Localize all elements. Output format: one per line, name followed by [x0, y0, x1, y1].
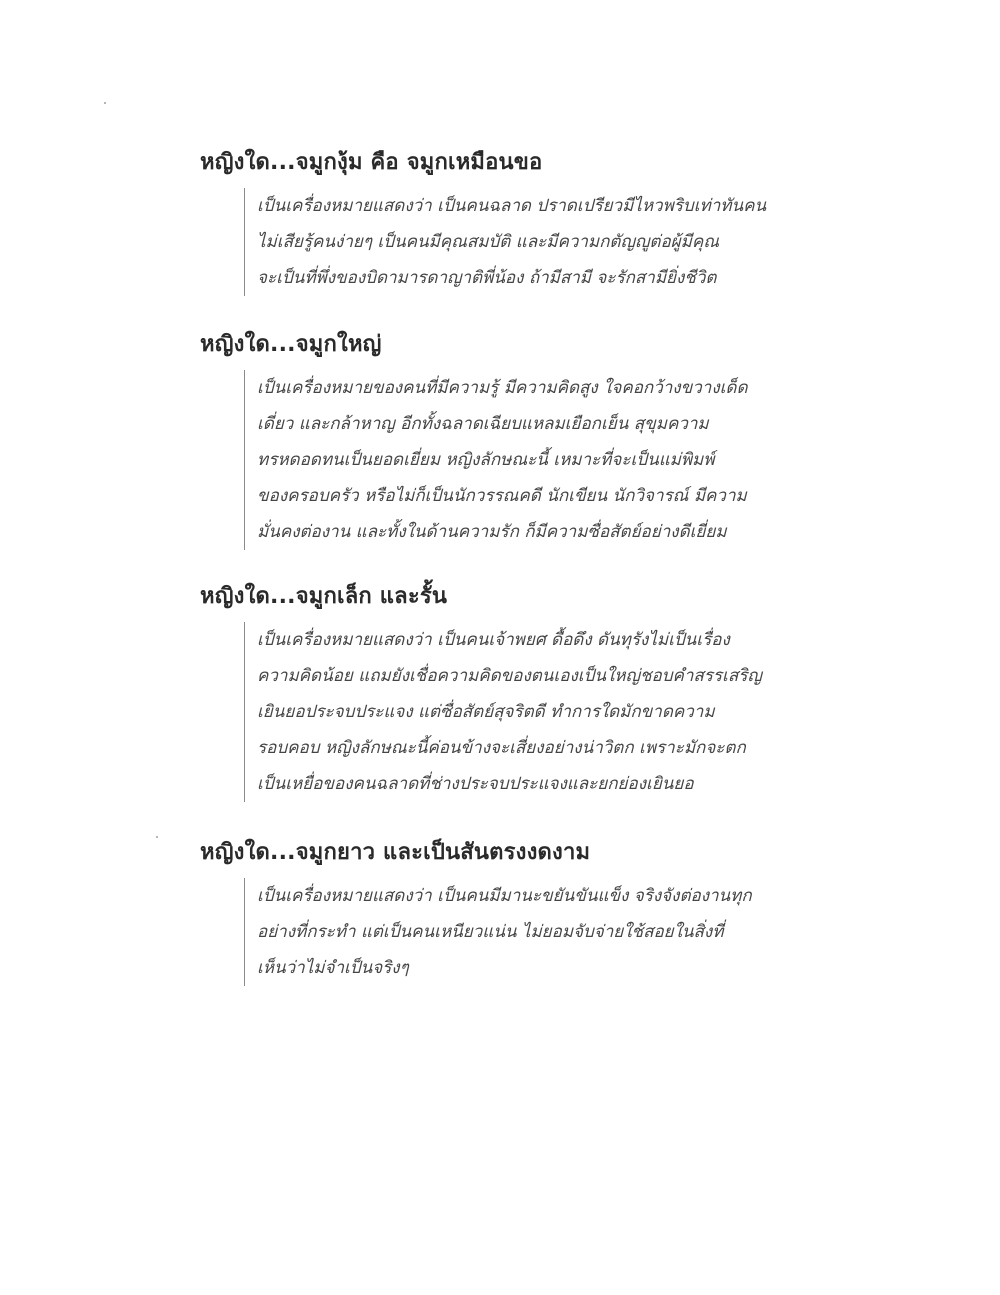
section-heading: หญิงใด...จมูกงุ้ม คือ จมูกเหมือนขอ [200, 150, 543, 175]
body-line: จะเป็นที่พึ่งของบิดามารดาญาติพี่น้อง ถ้ามีสามี จะรักสามียิ่งชีวิต [257, 268, 717, 288]
section-heading: หญิงใด...จมูกใหญ่ [200, 332, 382, 357]
body-line: อย่างที่กระทำ แต่เป็นคนเหนียวแน่น ไม่ยอมจับจ่ายใช้สอยในสิ่งที่ [257, 922, 724, 942]
body-line: ไม่เสียรู้คนง่ายๆ เป็นคนมีคุณสมบัติ และมีความกตัญญูต่อผู้มีคุณ [257, 232, 719, 252]
body-line: เป็นเหยื่อของคนฉลาดที่ช่างประจบประแจงและยกย่องเยินยอ [257, 774, 694, 794]
section-body [244, 188, 820, 296]
section-body [244, 878, 820, 986]
section-large-nose [200, 330, 820, 550]
body-line: ความคิดน้อย แถมยังเชื่อความคิดของตนเองเป็นใหญ่ชอบคำสรรเสริญ [257, 666, 762, 686]
body-line: ทรหดอดทนเป็นยอดเยี่ยม หญิงลักษณะนี้ เหมาะที่จะเป็นแม่พิมพ์ [257, 450, 715, 470]
section-heading: หญิงใด...จมูกยาว และเป็นสันตรงงดงาม [200, 840, 591, 865]
body-line: เป็นเครื่องหมายแสดงว่า เป็นคนเจ้าพยศ ดื้อดึง ดันทุรังไม่เป็นเรื่อง [257, 630, 730, 650]
scan-speck [104, 102, 106, 104]
body-line: ของครอบครัว หรือไม่ก็เป็นนักวรรณคดี นักเขียน นักวิจารณ์ มีความ [257, 486, 747, 506]
body-line: เป็นเครื่องหมายแสดงว่า เป็นคนฉลาด ปราดเปรียวมีไหวพริบเท่าทันคน [257, 196, 767, 216]
body-line: เป็นเครื่องหมายของคนที่มีความรู้ มีความคิดสูง ใจคอกว้างขวางเด็ด [257, 378, 748, 398]
body-line: เดี่ยว และกล้าหาญ อีกทั้งฉลาดเฉียบแหลมเยือกเย็น สุขุมความ [257, 414, 709, 434]
section-heading: หญิงใด...จมูกเล็ก และรั้น [200, 584, 448, 609]
body-line: เยินยอประจบประแจง แต่ซื่อสัตย์สุจริตดี ทำการใดมักขาดความ [257, 702, 715, 722]
scan-speck [156, 836, 158, 838]
body-line: เป็นเครื่องหมายแสดงว่า เป็นคนมีมานะขยันขันแข็ง จริงจังต่องานทุก [257, 886, 752, 906]
section-body [244, 370, 820, 550]
body-line: เห็นว่าไม่จำเป็นจริงๆ [257, 958, 409, 978]
body-line: รอบคอบ หญิงลักษณะนี้ค่อนข้างจะเสี่ยงอย่างน่าวิตก เพราะมักจะตก [257, 738, 746, 758]
section-small-upturned-nose [200, 582, 820, 802]
section-body [244, 622, 820, 802]
body-line: มั่นคงต่องาน และทั้งในด้านความรัก ก็มีความซื่อสัตย์อย่างดีเยี่ยม [257, 522, 727, 542]
section-long-straight-nose [200, 838, 820, 986]
section-hooked-nose [200, 148, 820, 296]
